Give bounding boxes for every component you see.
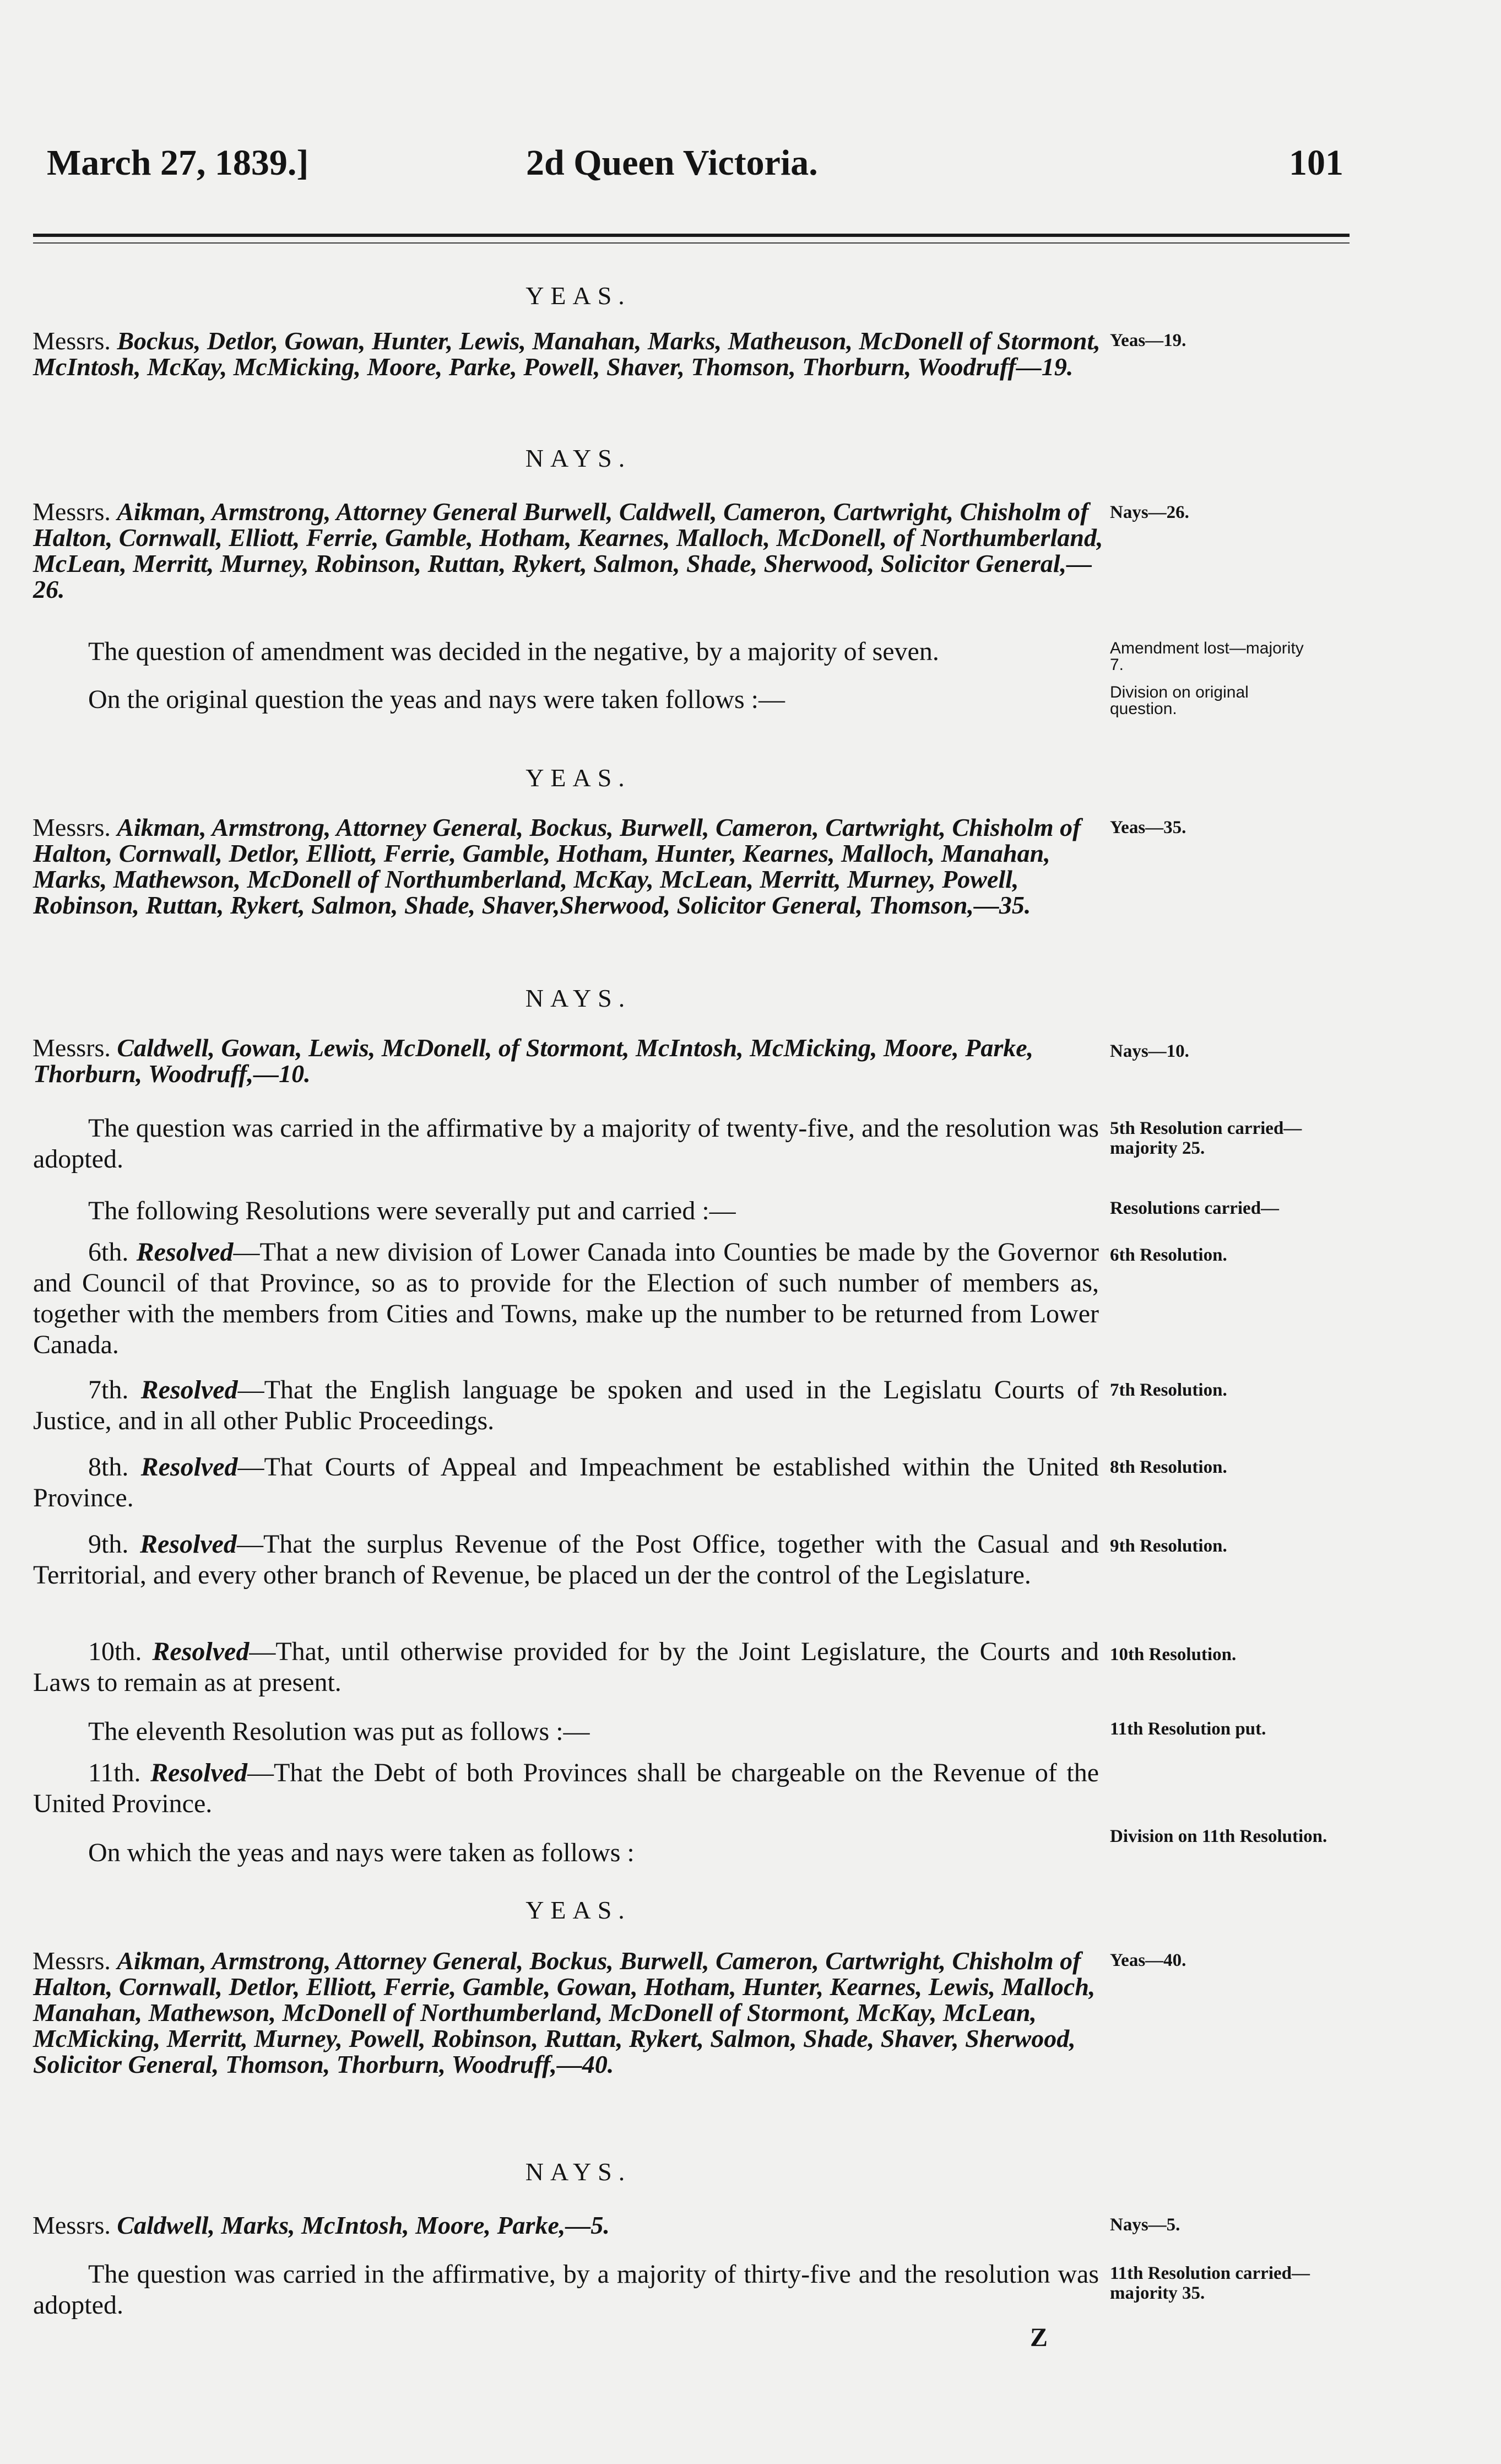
resolution-text: —That the Debt of both Provinces shall be chargeable on the Revenue of the United Province. [33,1758,1099,1818]
header-rule [33,234,1350,237]
resolution-number: 8th. [88,1452,129,1482]
member-names: Aikman, Armstrong, Attorney General Burwell, Caldwell, Cameron, Cartwright, Chisholm of Halton, Cornwall, Elliott, Ferrie, Gamble, Hotham, Kearnes, Malloch, McDonell, of Northumberland, McLean, Merritt, Murney, Robinson, Ruttan, Rykert, Salmon, Shade, Sherwood, Solicitor General,—26. [33,498,1103,603]
messrs-label: Messrs. [32,1034,111,1062]
margin-note: 11th Resolution put. [1110,1719,1266,1739]
paragraph-carried: The question was carried in the affirmative by a majority of twenty-five, and the resolution was adopted. [33,1114,1099,1174]
margin-note: 11th Resolution carried—majority 35. [1110,2263,1310,2303]
header-rule-thin [33,242,1350,244]
nays-heading: NAYS. [525,984,632,1012]
margin-note: Yeas—35. [1110,818,1186,837]
messrs-label: Messrs. [32,498,111,526]
messrs-label: Messrs. [32,813,111,841]
nays-heading: NAYS. [525,444,632,472]
yeas-heading: YEAS. [525,764,631,792]
yeas-names [33,1948,1104,2077]
resolution-11 [33,1758,1099,1819]
resolution-number: 11th. [88,1758,141,1787]
messrs-label: Messrs. [32,1947,111,1975]
margin-note: Nays—10. [1110,1041,1189,1061]
resolved-word: Resolved [136,1238,234,1267]
resolution-8 [33,1452,1099,1514]
resolved-word: Resolved [150,1758,248,1787]
resolution-text: —That the surplus Revenue of the Post Office, together with the Casual and Territorial, and every other branch of Revenue, be placed un der the control of the Legislature. [33,1530,1099,1590]
resolution-6 [33,1237,1099,1360]
nays-names [33,499,1104,602]
member-names: Caldwell, Marks, McIntosh, Moore, Parke,—5. [117,2211,610,2239]
paragraph-amendment: The question of amendment was decided in the negative, by a majority of seven. [88,637,939,666]
member-names: Aikman, Armstrong, Attorney General, Bockus, Burwell, Cameron, Cartwright, Chisholm of Halton, Cornwall, Detlor, Elliott, Ferrie, Gamble, Gowan, Hotham, Hunter, Kearnes, Lewis, Malloch, Manahan, Mathewson, McDonell of Northumberland, McDonell of Stormont, McKay, McLean, McMicking, Merritt, Murney, Powell, Robinson, Ruttan, Rykert, Salmon, Shade, Shaver, Sherwood, Solicitor General, Thomson, Thorburn, Woodruff,—40. [33,1947,1096,2078]
resolution-9 [33,1529,1099,1591]
margin-note: Nays—26. [1110,502,1189,522]
signature-mark: Z [1030,2323,1048,2352]
resolution-number: 10th. [88,1637,142,1666]
yeas-heading: YEAS. [525,1896,631,1924]
resolution-7 [33,1375,1099,1436]
resolved-word: Resolved [140,1452,238,1482]
paragraph-which: On which the yeas and nays were taken as follows : [88,1838,635,1867]
yeas-heading: YEAS. [525,282,631,310]
paragraph-following: The following Resolutions were severally put and carried :— [88,1196,736,1225]
messrs-label: Messrs. [32,2211,111,2239]
margin-note: 7th Resolution. [1110,1380,1227,1400]
resolved-word: Resolved [139,1530,237,1559]
resolution-number: 7th. [88,1375,129,1404]
resolved-word: Resolved [140,1375,238,1404]
paragraph-eleventh: The eleventh Resolution was put as follows :— [88,1717,590,1746]
member-names: Caldwell, Gowan, Lewis, McDonell, of Stormont, McIntosh, McMicking, Moore, Parke, Thorburn, Woodruff,—10. [33,1034,1034,1088]
margin-note: 9th Resolution. [1110,1536,1227,1556]
paragraph-original-question: On the original question the yeas and nays were taken follows :— [88,685,785,714]
resolution-number: 9th. [88,1530,129,1559]
nays-heading: NAYS. [525,2158,632,2186]
page-number: 101 [1289,143,1343,183]
resolution-text: —That Courts of Appeal and Impeachment be established within the United Province. [33,1452,1099,1512]
resolution-number: 6th. [88,1238,129,1267]
margin-note: 6th Resolution. [1110,1245,1227,1265]
messrs-label: Messrs. [32,327,111,355]
running-head-reign: 2d Queen Victoria. [526,143,818,183]
margin-note: Yeas—19. [1110,331,1186,350]
margin-note: 8th Resolution. [1110,1457,1227,1477]
resolution-text: —That, until otherwise provided for by the Joint Legislature, the Courts and Laws to remain as at present. [33,1637,1099,1697]
running-head-date: March 27, 1839.] [47,143,309,183]
margin-note: Yeas—40. [1110,1950,1186,1970]
margin-note: Resolutions carried— [1110,1198,1280,1218]
resolution-text: —That a new division of Lower Canada into Counties be made by the Governor and Council of that Province, so as to provide for the Election of such number of members as, together with the members from Cities and Towns, make up the number to be returned from Lower Canada. [33,1238,1099,1359]
margin-note: Division on 11th Resolution. [1110,1827,1327,1846]
member-names: Bockus, Detlor, Gowan, Hunter, Lewis, Manahan, Marks, Matheuson, McDonell of Stormont, McIntosh, McKay, McMicking, Moore, Parke, Powell, Shaver, Thomson, Thorburn, Woodruff—19. [33,327,1101,381]
margin-note: Amendment lost—majority 7. [1110,639,1304,674]
nays-names [33,2212,1104,2238]
nays-names [33,1035,1104,1087]
member-names: Aikman, Armstrong, Attorney General, Bockus, Burwell, Cameron, Cartwright, Chisholm of Halton, Cornwall, Detlor, Elliott, Ferrie, Gamble, Hotham, Hunter, Kearnes, Malloch, Manahan, Marks, Mathewson, McDonell of Northumberland, McKay, McLean, Merritt, Murney, Powell, Robinson, Ruttan, Rykert, Salmon, Shade, Shaver,Sherwood, Solicitor General, Thomson,—35. [33,813,1081,919]
margin-note: 5th Resolution carried—majority 25. [1110,1118,1302,1158]
resolved-word: Resolved [152,1637,250,1666]
yeas-names [33,814,1104,918]
margin-note: 10th Resolution. [1110,1645,1237,1665]
margin-note: Nays—5. [1110,2215,1180,2235]
resolution-10 [33,1636,1099,1698]
margin-note: Division on original question. [1110,683,1249,718]
resolution-text: —That the English language be spoken and used in the Legislatu Courts of Justice, and in all other Public Proceedings. [33,1375,1099,1435]
yeas-names [33,328,1104,380]
paragraph-final: The question was carried in the affirmative, by a majority of thirty-five and the resolution was adopted. [33,2260,1099,2320]
